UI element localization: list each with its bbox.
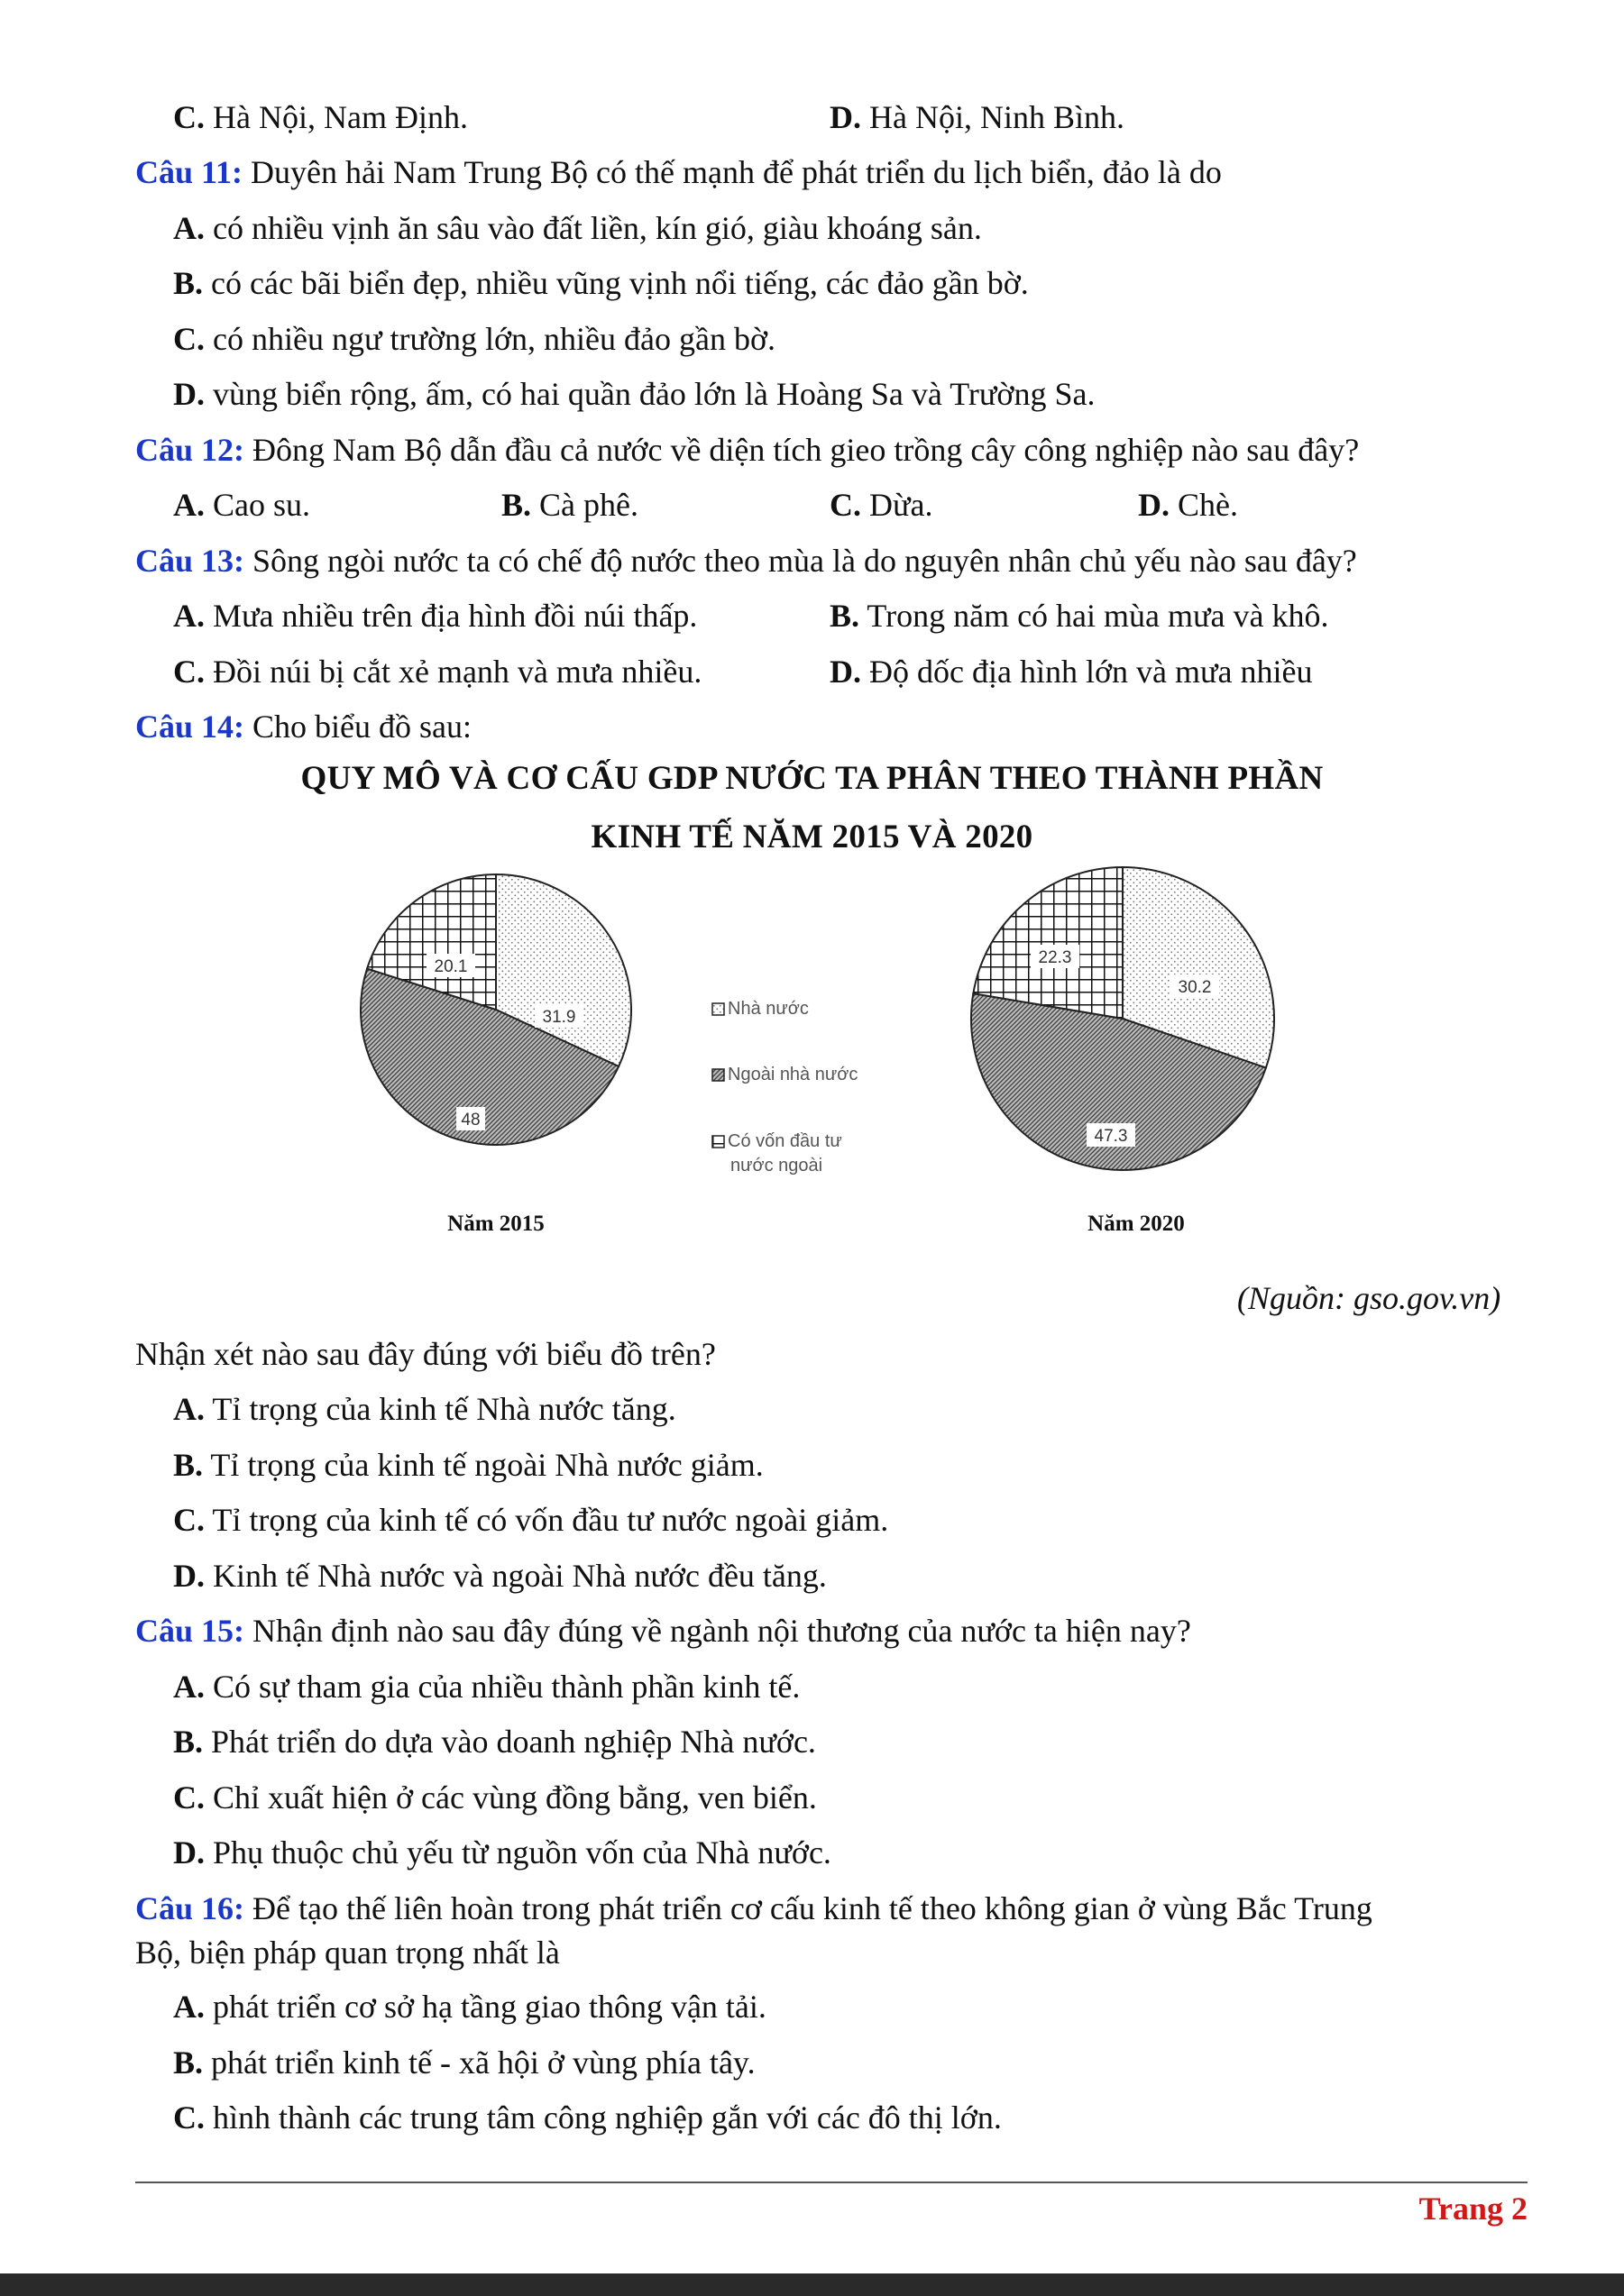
q13-option-d: D. Độ dốc địa hình lớn và mưa nhiều (830, 654, 1313, 690)
q14-option-d: D. Kinh tế Nhà nước và ngoài Nhà nước đều tăng. (173, 1558, 827, 1594)
page-number: Trang 2 (1418, 2191, 1528, 2227)
bottom-edge-bar (0, 2273, 1624, 2296)
q15-stem: Câu 15: Nhận định nào sau đây đúng về ngành nội thương của nước ta hiện nay? (135, 1613, 1191, 1649)
pie-value-label-2015-nha-nuoc: 31.9 (542, 1008, 576, 1027)
chart-title-line-2: KINH TẾ NĂM 2015 VÀ 2020 (591, 819, 1033, 855)
q13-option-c: C. Đồi núi bị cắt xẻ mạnh và mưa nhiều. (173, 654, 702, 690)
q11-option-a: A. có nhiều vịnh ăn sâu vào đất liền, kín gió, giàu khoáng sản. (173, 210, 982, 246)
q15-number: Câu 15: (135, 1613, 245, 1649)
q16-option-b: B. phát triển kinh tế - xã hội ở vùng phía tây. (173, 2044, 756, 2081)
q13-option-a: A. Mưa nhiều trên địa hình đồi núi thấp. (173, 598, 698, 634)
pie-value-label-2020-fdi: 22.3 (1038, 948, 1072, 967)
pie-caption-2020: Năm 2020 (1087, 1212, 1185, 1236)
q11-option-d: D. vùng biển rộng, ấm, có hai quần đảo lớn là Hoàng Sa và Trường Sa. (173, 376, 1096, 412)
q12-option-a: A. Cao su. (173, 487, 310, 523)
legend-label-ngoai-nha-nuoc: Ngoài nhà nước (728, 1065, 858, 1084)
gdp-pie-chart (334, 865, 1353, 1262)
q12-option-d: D. Chè. (1138, 487, 1238, 523)
q14-number: Câu 14: (135, 709, 245, 745)
q16-option-c: C. hình thành các trung tâm công nghiệp gắn với các đô thị lớn. (173, 2099, 1002, 2136)
pie-value-label-2020-nha-nuoc: 30.2 (1178, 978, 1212, 997)
pie-value-label-2020-ngoai-nha-nuoc: 47.3 (1094, 1127, 1128, 1146)
q12-number: Câu 12: (135, 432, 245, 468)
q12-stem: Câu 12: Đông Nam Bộ dẫn đầu cả nước về diện tích gieo trồng cây công nghiệp nào sau đây? (135, 432, 1360, 468)
pie-caption-2015: Năm 2015 (447, 1212, 545, 1236)
q11-number: Câu 11: (135, 154, 243, 190)
q11-option-b: B. có các bãi biển đẹp, nhiều vũng vịnh nổi tiếng, các đảo gần bờ. (173, 265, 1029, 301)
q11-stem: Câu 11: Duyên hải Nam Trung Bộ có thế mạnh để phát triển du lịch biển, đảo là do (135, 154, 1222, 190)
q15-option-b: B. Phát triển do dựa vào doanh nghiệp Nhà nước. (173, 1724, 816, 1760)
q15-option-a: A. Có sự tham gia của nhiều thành phần kinh tế. (173, 1669, 801, 1705)
q12-option-c: C. Dừa. (830, 487, 933, 523)
chart-source: (Nguồn: gso.gov.vn) (1237, 1280, 1501, 1316)
legend-swatch-nha-nuoc (712, 1003, 724, 1015)
q10-option-d: D. Hà Nội, Ninh Bình. (830, 99, 1124, 135)
q16-stem-continued: Bộ, biện pháp quan trọng nhất là (135, 1935, 560, 1971)
q14-stem: Câu 14: Cho biểu đồ sau: (135, 709, 472, 745)
q10-option-c: C. Hà Nội, Nam Định. (173, 99, 468, 135)
q16-stem: Câu 16: Để tạo thế liên hoàn trong phát triển cơ cấu kinh tế theo không gian ở vùng Bắc Trung (135, 1890, 1372, 1926)
q14-prompt: Nhận xét nào sau đây đúng với biểu đồ trên? (135, 1336, 716, 1372)
pie-value-label-2015-ngoai-nha-nuoc: 48 (461, 1111, 481, 1130)
legend-swatch-fdi (712, 1136, 724, 1148)
q14-option-b: B. Tỉ trọng của kinh tế ngoài Nhà nước giảm. (173, 1447, 764, 1483)
legend-swatch-ngoai-nha-nuoc (712, 1069, 724, 1081)
q13-option-b: B. Trong năm có hai mùa mưa và khô. (830, 598, 1329, 634)
legend-label-fdi: Có vốn đầu tư (728, 1131, 842, 1151)
q14-option-c: C. Tỉ trọng của kinh tế có vốn đầu tư nước ngoài giảm. (173, 1502, 889, 1538)
footer-divider (135, 2182, 1528, 2183)
chart-title-line-1: QUY MÔ VÀ CƠ CẤU GDP NƯỚC TA PHÂN THEO THÀNH PHẦN (300, 760, 1324, 797)
q15-option-d: D. Phụ thuộc chủ yếu từ nguồn vốn của Nhà nước. (173, 1834, 831, 1871)
legend-label-fdi-line2: nước ngoài (730, 1156, 823, 1175)
q16-option-a: A. phát triển cơ sở hạ tầng giao thông vận tải. (173, 1989, 766, 2025)
pie-value-label-2015-fdi: 20.1 (434, 957, 468, 976)
q13-number: Câu 13: (135, 543, 245, 579)
q11-option-c: C. có nhiều ngư trường lớn, nhiều đảo gần bờ. (173, 321, 776, 357)
q16-number: Câu 16: (135, 1890, 245, 1926)
pie-slice-2020-fdi (973, 867, 1123, 1019)
q13-stem: Câu 13: Sông ngòi nước ta có chế độ nước theo mùa là do nguyên nhân chủ yếu nào sau đây? (135, 543, 1357, 579)
gdp-pie-chart-svg (334, 865, 1353, 1262)
legend-label-nha-nuoc: Nhà nước (728, 999, 809, 1019)
q15-option-c: C. Chỉ xuất hiện ở các vùng đồng bằng, ven biển. (173, 1779, 817, 1816)
q12-option-b: B. Cà phê. (501, 487, 638, 523)
q14-option-a: A. Tỉ trọng của kinh tế Nhà nước tăng. (173, 1391, 676, 1427)
